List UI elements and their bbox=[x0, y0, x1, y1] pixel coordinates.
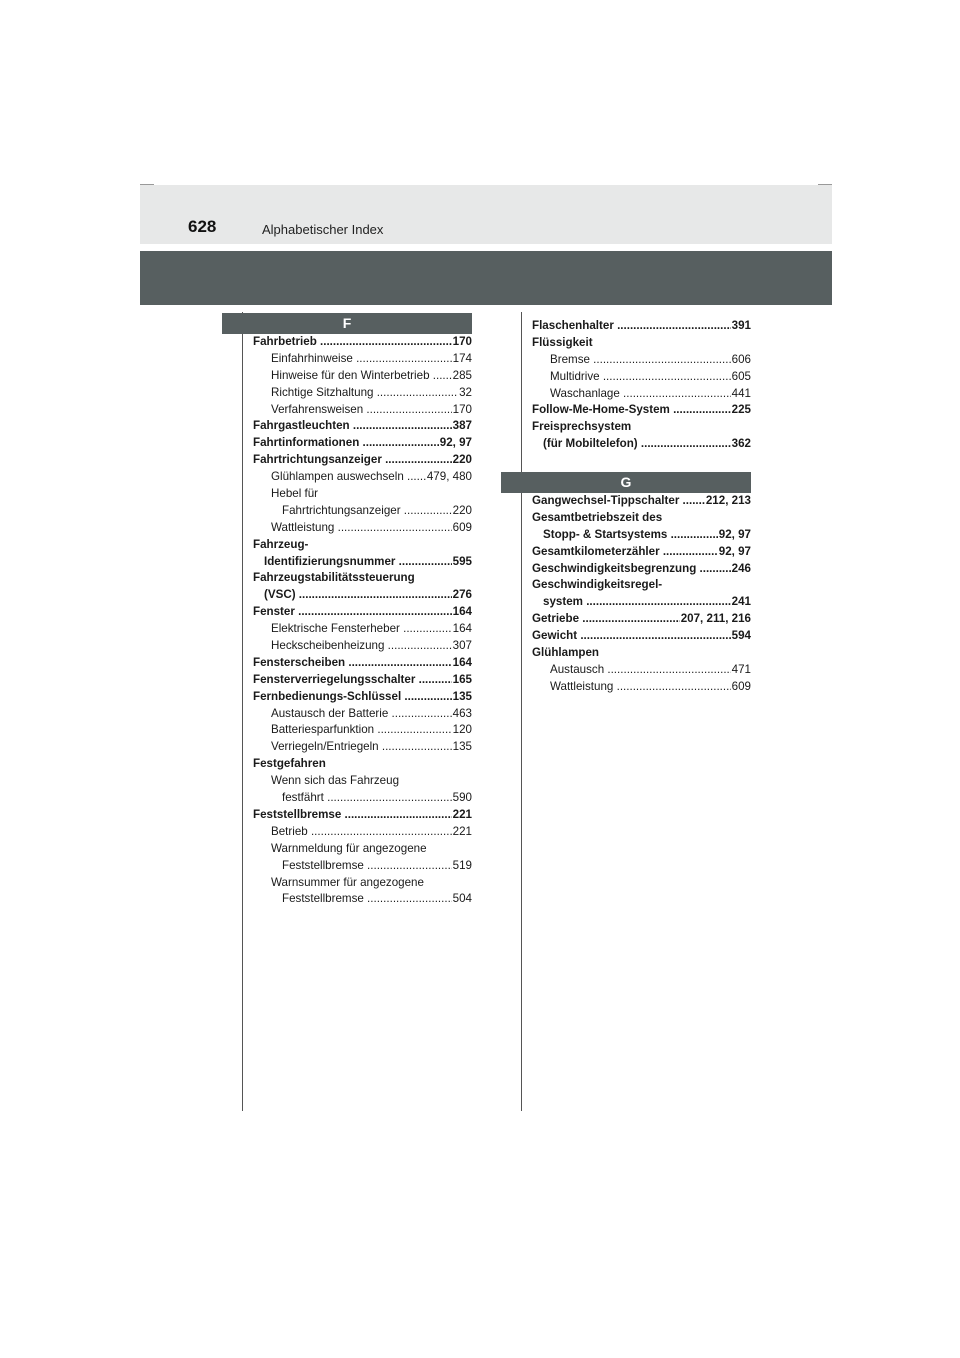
index-term: Gesamtbetriebszeit des bbox=[532, 510, 663, 524]
index-term: festfährt ..... bbox=[253, 790, 472, 807]
index-page-ref: 221 bbox=[452, 807, 472, 824]
index-term: Fenster ..... bbox=[253, 604, 472, 621]
index-page-ref: 606 bbox=[731, 352, 751, 369]
index-term: Gewicht ..... bbox=[532, 628, 751, 645]
index-term: Flaschenhalter ..... bbox=[532, 318, 751, 335]
index-entry bbox=[253, 587, 472, 604]
index-term: Austausch der Batterie ..... bbox=[253, 706, 472, 723]
index-page-ref: 220 bbox=[452, 452, 472, 469]
index-entry bbox=[532, 318, 751, 335]
index-entry bbox=[253, 891, 472, 908]
index-page-ref: 276 bbox=[452, 587, 472, 604]
index-page-ref: 307 bbox=[452, 638, 472, 655]
index-page-ref: 387 bbox=[452, 418, 472, 435]
index-page-ref: 441 bbox=[731, 386, 751, 403]
index-term: Wenn sich das Fahrzeug bbox=[271, 774, 400, 788]
index-entry bbox=[532, 419, 751, 436]
index-entry bbox=[253, 334, 472, 351]
index-term: Hinweise für den Winterbetrieb ..... bbox=[253, 368, 472, 385]
index-entry bbox=[253, 520, 472, 537]
index-term: Glühlampen bbox=[532, 646, 599, 660]
index-entry bbox=[253, 418, 472, 435]
header-band bbox=[140, 185, 832, 244]
index-term: Multidrive ..... bbox=[532, 369, 751, 386]
index-entry bbox=[253, 689, 472, 706]
index-page-ref: 463 bbox=[452, 706, 472, 723]
index-column-g bbox=[532, 493, 751, 696]
column-divider-right bbox=[521, 312, 522, 1111]
index-page-ref: 225 bbox=[731, 402, 751, 419]
index-term: (für Mobiltelefon) ..... bbox=[532, 436, 751, 453]
index-page-ref: 362 bbox=[731, 436, 751, 453]
index-entry bbox=[253, 841, 472, 858]
index-term: Verfahrensweisen ..... bbox=[253, 402, 472, 419]
index-entry bbox=[532, 386, 751, 403]
index-term: Bremse ..... bbox=[532, 352, 751, 369]
index-entry bbox=[532, 679, 751, 696]
index-entry bbox=[253, 824, 472, 841]
index-term: Fahrtinformationen ..... bbox=[253, 435, 472, 452]
section-letter-g: G bbox=[501, 472, 751, 493]
index-entry bbox=[253, 503, 472, 520]
index-term: Richtige Sitzhaltung ..... bbox=[253, 385, 472, 402]
index-entry bbox=[532, 544, 751, 561]
index-column-f-continued bbox=[532, 318, 751, 453]
index-term: Fernbedienungs-Schlüssel ..... bbox=[253, 689, 472, 706]
index-term: Getriebe ..... bbox=[532, 611, 751, 628]
index-term: Betrieb ..... bbox=[253, 824, 472, 841]
index-term: Fensterscheiben ..... bbox=[253, 655, 472, 672]
index-term: Warnmeldung für angezogene bbox=[271, 841, 427, 855]
index-term: Stopp- & Startsystems ..... bbox=[532, 527, 751, 544]
index-page-ref: 164 bbox=[452, 604, 472, 621]
index-term: Einfahrhinweise ..... bbox=[253, 351, 472, 368]
index-entry bbox=[253, 706, 472, 723]
index-term: Wattleistung ..... bbox=[532, 679, 751, 696]
index-entry bbox=[253, 402, 472, 419]
index-term: Fahrtrichtungsanzeiger ..... bbox=[253, 503, 472, 520]
index-page-ref: 479, 480 bbox=[426, 469, 472, 486]
index-entry bbox=[532, 493, 751, 510]
index-page-ref: 164 bbox=[452, 621, 472, 638]
index-term: Batteriesparfunktion ..... bbox=[253, 722, 472, 739]
index-entry bbox=[532, 510, 751, 527]
index-page-ref: 605 bbox=[731, 369, 751, 386]
index-entry bbox=[253, 638, 472, 655]
index-page-ref: 92, 97 bbox=[439, 435, 472, 452]
index-page-ref: 32 bbox=[458, 385, 472, 402]
index-entry bbox=[532, 594, 751, 611]
index-entry bbox=[253, 621, 472, 638]
index-entry bbox=[532, 645, 751, 662]
index-entry bbox=[532, 577, 751, 594]
index-page-ref: 120 bbox=[452, 722, 472, 739]
index-term: Feststellbremse ..... bbox=[253, 807, 472, 824]
index-entry bbox=[532, 561, 751, 578]
index-page-ref: 590 bbox=[452, 790, 472, 807]
index-term: Fahrbetrieb ..... bbox=[253, 334, 472, 351]
column-divider-left bbox=[242, 312, 243, 1111]
index-term: Fahrzeug- bbox=[253, 537, 309, 551]
index-entry bbox=[253, 385, 472, 402]
index-term: Fahrgastleuchten ..... bbox=[253, 418, 472, 435]
index-entry bbox=[253, 452, 472, 469]
index-entry bbox=[253, 368, 472, 385]
index-page-ref: 241 bbox=[731, 594, 751, 611]
index-page-ref: 135 bbox=[452, 739, 472, 756]
index-entry bbox=[253, 790, 472, 807]
index-page-ref: 170 bbox=[452, 402, 472, 419]
index-page-ref: 174 bbox=[452, 351, 472, 368]
index-page-ref: 135 bbox=[452, 689, 472, 706]
section-letter-f: F bbox=[222, 313, 472, 334]
index-page-ref: 285 bbox=[452, 368, 472, 385]
index-term: Waschanlage ..... bbox=[532, 386, 751, 403]
index-page-ref: 92, 97 bbox=[718, 544, 751, 561]
index-entry bbox=[532, 611, 751, 628]
index-term: Gangwechsel-Tippschalter ..... bbox=[532, 493, 751, 510]
index-entry bbox=[532, 402, 751, 419]
index-term: Wattleistung ..... bbox=[253, 520, 472, 537]
index-term: Hebel für bbox=[271, 487, 319, 501]
index-term: Feststellbremse ..... bbox=[253, 858, 472, 875]
index-entry bbox=[532, 352, 751, 369]
index-entry bbox=[253, 756, 472, 773]
index-entry bbox=[253, 722, 472, 739]
index-entry bbox=[532, 527, 751, 544]
index-entry bbox=[253, 875, 472, 892]
index-entry bbox=[253, 435, 472, 452]
index-term: Geschwindigkeitsregel- bbox=[532, 578, 663, 592]
index-term: (VSC) ..... bbox=[253, 587, 472, 604]
index-entry bbox=[253, 672, 472, 689]
index-term: Feststellbremse ..... bbox=[253, 891, 472, 908]
index-page-ref: 609 bbox=[731, 679, 751, 696]
index-term: Gesamtkilometerzähler ..... bbox=[532, 544, 751, 561]
index-entry bbox=[253, 655, 472, 672]
index-page-ref: 220 bbox=[452, 503, 472, 520]
index-term: Fahrzeugstabilitätssteuerung bbox=[253, 571, 415, 585]
index-entry bbox=[253, 773, 472, 790]
index-entry bbox=[532, 628, 751, 645]
index-entry bbox=[253, 351, 472, 368]
index-term: Follow-Me-Home-System ..... bbox=[532, 402, 751, 419]
index-page-ref: 471 bbox=[731, 662, 751, 679]
index-entry bbox=[532, 335, 751, 352]
index-entry bbox=[532, 662, 751, 679]
index-page-ref: 594 bbox=[731, 628, 751, 645]
index-page-ref: 519 bbox=[452, 858, 472, 875]
index-term: system ..... bbox=[532, 594, 751, 611]
index-page-ref: 170 bbox=[452, 334, 472, 351]
index-page-ref: 221 bbox=[452, 824, 472, 841]
index-term: Glühlampen auswechseln ..... bbox=[253, 469, 472, 486]
page-title: Alphabetischer Index bbox=[262, 222, 384, 237]
index-entry bbox=[253, 858, 472, 875]
index-entry bbox=[253, 486, 472, 503]
index-term: Warnsummer für angezogene bbox=[271, 875, 424, 889]
index-entry bbox=[253, 604, 472, 621]
index-term: Fahrtrichtungsanzeiger ..... bbox=[253, 452, 472, 469]
index-term: Fensterverriegelungsschalter ..... bbox=[253, 672, 472, 689]
chapter-band bbox=[140, 251, 832, 305]
index-term: Geschwindigkeitsbegrenzung ..... bbox=[532, 561, 751, 578]
index-page-ref: 207, 211, 216 bbox=[680, 611, 751, 628]
index-entry bbox=[532, 436, 751, 453]
page-number: 628 bbox=[188, 217, 217, 236]
index-page-ref: 246 bbox=[731, 561, 751, 578]
index-column-f bbox=[253, 334, 472, 908]
index-page-ref: 609 bbox=[452, 520, 472, 537]
index-term: Heckscheibenheizung ..... bbox=[253, 638, 472, 655]
index-term: Festgefahren bbox=[253, 757, 326, 771]
index-entry bbox=[253, 554, 472, 571]
index-term: Freisprechsystem bbox=[532, 420, 632, 434]
index-entry bbox=[253, 807, 472, 824]
index-entry bbox=[253, 537, 472, 554]
index-page-ref: 504 bbox=[452, 891, 472, 908]
index-entry bbox=[253, 469, 472, 486]
index-page-ref: 212, 213 bbox=[705, 493, 751, 510]
index-term: Elektrische Fensterheber ..... bbox=[253, 621, 472, 638]
index-entry bbox=[532, 369, 751, 386]
index-term: Identifizierungsnummer ..... bbox=[253, 554, 472, 571]
index-page-ref: 92, 97 bbox=[718, 527, 751, 544]
index-term: Verriegeln/Entriegeln ..... bbox=[253, 739, 472, 756]
index-page-ref: 595 bbox=[452, 554, 472, 571]
index-page-ref: 165 bbox=[452, 672, 472, 689]
index-term: Austausch ..... bbox=[532, 662, 751, 679]
index-entry bbox=[253, 739, 472, 756]
index-entry bbox=[253, 570, 472, 587]
index-page-ref: 391 bbox=[731, 318, 751, 335]
index-page-ref: 164 bbox=[452, 655, 472, 672]
index-term: Flüssigkeit bbox=[532, 335, 593, 349]
